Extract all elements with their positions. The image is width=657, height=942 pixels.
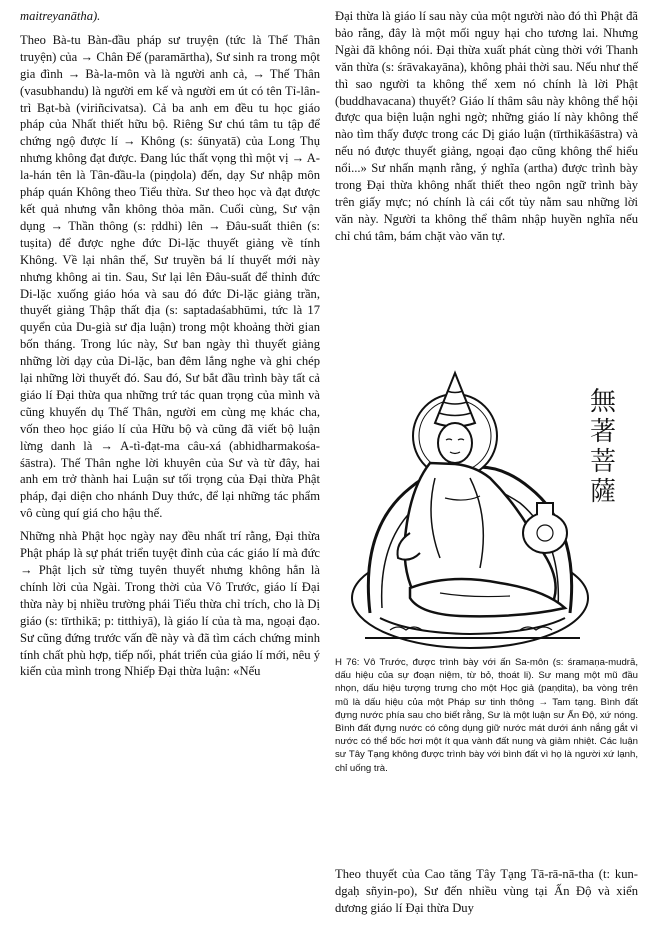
figure-caption [335, 656, 638, 775]
seal-glyph: 無 [590, 387, 617, 417]
seal-glyph: 薩 [590, 477, 617, 507]
right-text-column [335, 8, 638, 245]
asanga-illustration [350, 368, 640, 653]
left-text-column [20, 8, 320, 680]
paragraph: Đại thừa là giáo lí sau này của một người nào đó thì Phật đã bảo rằng, đây là một mối nguy hại cho tương lai. Nhưng Ngài đã không nói. Đại thừa xuất phát cùng thời với Thanh văn thừa (s: śrāvakayāna), không phải thời sau. Nếu như thế thì sao người ta không thể xem nó chính là lời Phật (buddhavacana) thuyết? Giáo lí thâm sâu này không thể hội được qua biện luận nghi ngờ; những giáo lí này không thể nào tìm thấy được trong các Dị giáo luận (tīrthikāśāstra) và nếu nó được thuyết giảng, ngoại đạo cũng không thể hiểu nổi...» Sư nhấn mạnh rằng, ý nghĩa (artha) được trình bày trong Đại thừa không nhất thiết theo ngôn ngữ trình bày trên giấy mực; nó chính là cái cốt tủy nằm sau những lời văn này. Người ta không thể thâm nhập huyền nghĩa nếu chỉ chú tâm, bám chặt vào văn tự. [335, 9, 638, 243]
caption-text: H 76: Vô Trước, được trình bày với ấn Sa-môn (s: śramaṇa-mudrā, dấu hiệu của sự đoạn niệm, từ bỏ, thoát li). Sư mang một mũ đầu nhọn, dấu hiệu tượng trưng cho một Học giả (paṇḍita), ba vòng trên mũ là dấu hiệu của một Pháp sư tinh thông → Tam tạng. Bình đất đựng nước phía sau cho biết rằng, Sư là một luận sư Ấn Độ, xứ nóng. Bình đất đựng nước có công dụng giữ nước mát dưới ánh nắng gắt vì nước có thể bốc hơi một ít qua vành đất nung và giảm nhiệt. Các luận sư Tây Tạng không được trình bày với bình đất vì họ là người xứ lạnh, chỉ uống trà. [335, 657, 638, 774]
paragraph: maitreyanātha). [20, 9, 101, 23]
paragraph: Những nhà Phật học ngày nay đều nhất trí rằng, Đại thừa Phật pháp là sự phát triển tuyệt đỉnh của các giáo lí mà đức → Phật lịch sử từng tuyên thuyết nhưng không hẳn là chính lời của Ngài. Trong thời của Vô Trước, giáo lí Đại thừa này bị nhiều trường phái Tiểu thừa chỉ trích, cho là Dị giáo (s: tīrthikā; p: titthiyā), là giáo lí của tà ma, ngoại đạo. Sư cũng đứng trước vấn đề này và đã tìm cách chứng minh tính chất phù hợp, tiếp nối, phát triển của giáo lí mới, nêu ý kiến của mình trong Nhiếp Đại thừa luận: «Nếu [20, 529, 320, 679]
illustration-figure [350, 368, 640, 653]
seal-glyph: 著 [590, 417, 617, 447]
paragraph: Theo Bà-tu Bàn-đầu pháp sư truyện (tức là Thế Thân truyện) của → Chân Đế (paramārtha), Sư sinh ra trong một gia đình → Bà-la-môn và là người anh cả, → Thế Thân (vasubhandu) là người em kế và người em út có tên Tỉ-lân-trì Bạt-bà (viriñcivatsa). Cả ba anh em đều tu học giáo pháp của Nhất thiết hữu bộ. Riêng Sư chú tâm tu tập để chứng ngộ được lí → Không (s: śūnyatā) của Long Thụ nhưng không đạt được. Đang lúc thất vọng thì một vị → A-la-hán tên là Tân-đầu-la (piṇḍola) đến, dạy Sư nhập môn pháp quán Không theo Tiểu thừa. Sư theo học và đạt được kết quả nhưng vẫn không thỏa mãn. Cuối cùng, Sư vận dụng → Thần thông (s: ṛddhi) lên → Đâu-suất thiên (s: tuṣita) để được nghe đức Di-lặc thuyết giảng về tính Không. Về lại nhân thế, Sư truyền bá lí thuyết mới này nhưng không ai tin. Sau, Sư lại lên Đâu-suất để thỉnh đức Di-lặc xuống giáo hóa và sau đó đức Di-lặc giảng trần, thuyết giảng Thập thất địa (s: saptadaśabhūmi, tức là 17 quyển của Du-già sư địa luận) trong một khoảng thời gian bốn tháng. Trong lúc này, Sư ban ngày thì thuyết giảng những lời dạy của Di-lặc, ban đêm lắng nghe và ghi chép lại những lời thuyết đó. Sau đó, Sư bắt đầu trình bày tất cả giáo lí Đại thừa qua những trứ tác quan trọng của mình và cũng khuyến dụ Thế Thân, người em cùng mẹ khác cha, vốn theo học giáo lí của Hữu bộ và cũng đã viết bộ luận lừng danh là → A-tì-đạt-ma câu-xá (abhidharmakośa-śāstra). Thế Thân nghe lời khuyên của Sư và từ đây, hai anh em trở thành hai Luận sư tối trọng của Đại thừa Phật pháp, đại diện cho nhánh Duy thức, để lại những tác phẩm vô cùng quí giá cho hậu thế. [20, 32, 320, 521]
seal-glyph: 菩 [590, 447, 617, 477]
paragraph: Theo thuyết của Cao tăng Tây Tạng Tā-rā-nā-tha (t: kun-dgaḥ sñyin-po), Sư đến nhiều vùng tại Ấn Độ và xiển dương giáo lí Đại thừa Duy [335, 867, 638, 915]
right-text-column-continued [335, 866, 638, 917]
